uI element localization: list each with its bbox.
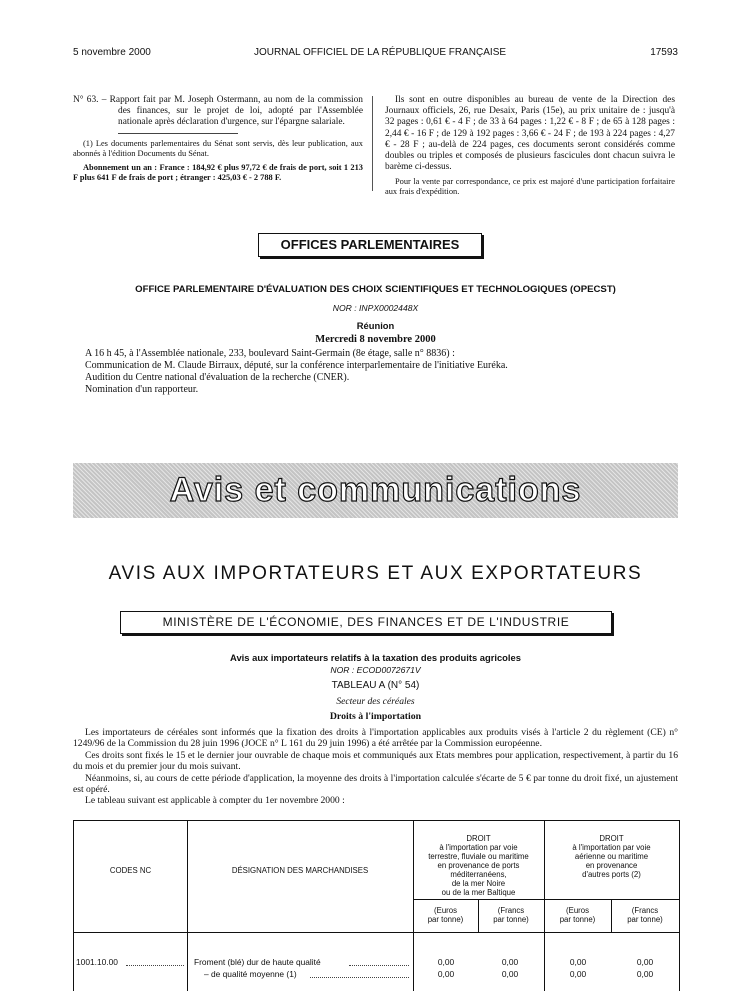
cell-value: 0,00 (501, 969, 519, 979)
opecst-nor: NOR : INPX0002448X (332, 303, 419, 313)
droits-heading: Droits à l'importation (329, 711, 422, 722)
table-header-rule (74, 932, 679, 933)
avis-paragraph: Néanmoins, si, au cours de cette période d'application, la moyenne des droits à l'importation calculée s'écarte de 5 € par tonne du droit fixé, un ajustement est opéré. (73, 772, 678, 796)
secteur-label: Secteur des céréales (336, 696, 415, 707)
avis-subtitle: Avis aux importateurs relatifs à la taxation des produits agricoles (230, 652, 521, 663)
avis-paragraph: Les importateurs de céréales sont informés que la fixation des droits à l'importation applicables aux produits visés à l'article 2 du règlement (CE) n° 1249/96 de la Commission du 28 juin 1996 (JOCE n° L 161 du 29 juin 1996) a été arrêtée par la Commission européenne. (73, 727, 678, 750)
import-duties-table (73, 820, 680, 991)
leader-dots (349, 965, 409, 966)
header-droit-autres-ports: DROIT à l'importation par voie aérienne ou maritime en provenance d'autres ports (2) (572, 834, 651, 879)
ministry-title: MINISTÈRE DE L'ÉCONOMIE, DES FINANCES ET DE L'INDUSTRIE (120, 611, 612, 634)
cell-value: 0,00 (569, 957, 587, 967)
table-unit-rule (413, 899, 679, 900)
opecst-title: OFFICE PARLEMENTAIRE D'ÉVALUATION DES CHOIX SCIENTIFIQUES ET TECHNOLOGIQUES (OPECST) (135, 284, 616, 295)
opecst-meeting-date: Mercredi 8 novembre 2000 (315, 334, 436, 345)
header-page-number: 17593 (650, 47, 678, 58)
header-designation: DÉSIGNATION DES MARCHANDISES (231, 866, 369, 875)
sales-info-shipping: Pour la vente par correspondance, ce prix est majoré d'une participation forfaitaire aux frais d'expédition. (385, 177, 675, 197)
header-droit-ports-mediterranee: DROIT à l'importation par voie terrestre, fluviale ou maritime en provenance de ports méditerranéens, de la mer Noire ou de la mer Baltique (428, 834, 529, 897)
leader-dots (310, 977, 409, 978)
cell-value: 0,00 (437, 957, 455, 967)
unit-euros-1: (Euros par tonne) (427, 906, 464, 924)
banner-title: Avis et communications (169, 471, 582, 509)
cell-designation: Froment (blé) dur de haute qualité (194, 957, 321, 967)
cell-value: 0,00 (501, 957, 519, 967)
cell-code: 1001.10.00 (76, 957, 118, 967)
unit-francs-1: (Francs par tonne) (493, 906, 529, 924)
header-codes-nc: CODES NC (109, 866, 152, 875)
avis-paragraph: Ces droits sont fixés le 15 et le dernier jour ouvrable de chaque mois et communiqués aux Etats membres pour application, respectivement, à partir du 16 du mois et du premier jour du mois suivant. (73, 749, 678, 773)
avis-nor: NOR : ECOD0072671V (330, 665, 421, 675)
header-journal-title: JOURNAL OFFICIEL DE LA RÉPUBLIQUE FRANÇAISE (253, 47, 507, 58)
opecst-agenda-line: Communication de M. Claude Birraux, député, sur la conférence interparlementaire de l'initiative Euréka. (85, 360, 508, 371)
avis-body (73, 727, 678, 807)
cell-value: 0,00 (437, 969, 455, 979)
tableau-title: TABLEAU A (N° 54) (331, 680, 420, 691)
footnote-rule (118, 133, 238, 134)
cell-value: 0,00 (636, 957, 654, 967)
avis-paragraph: Le tableau suivant est applicable à compter du 1er novembre 2000 : (85, 795, 345, 807)
senat-footnote-1: (1) Les documents parlementaires du Sénat sont servis, dès leur publication, aux abonnés à l'édition Documents du Sénat. (73, 138, 363, 158)
sales-info-prices: Ils sont en outre disponibles au bureau de vente de la Direction des Journaux officiels, 26, rue Desaix, Paris (15e), au prix unitaire de : jusqu'à 32 pages : 0,61 € - 4 F ; de 33 à 64 pages : 1,22 € - 8 F ; de 65 à 128 pages : 2,44 € - 16 F ; de 129 à 192 pages : 3,66 € - 24 F ; de 193 à 224 pages : 4,27 € - 28 F ; au-delà de 224 pages, ces documents seront considérés comme doubles ou triples et composés de plusieurs fascicules dont chacun suivra le barème ci-dessus. (385, 95, 675, 173)
avis-communications-banner (73, 463, 678, 518)
unit-euros-2: (Euros par tonne) (559, 906, 596, 924)
opecst-agenda-line: A 16 h 45, à l'Assemblée nationale, 233, boulevard Saint-Germain (8e étage, salle n° 8836) : (85, 348, 455, 359)
senat-report-column (73, 95, 363, 187)
avis-main-title: AVIS AUX IMPORTATEURS ET AUX EXPORTATEURS (108, 563, 643, 584)
column-divider (372, 96, 374, 191)
opecst-agenda-line: Audition du Centre national d'évaluation de la recherche (CNER). (85, 372, 350, 383)
opecst-meeting-label: Réunion (356, 320, 395, 331)
table-column-rule (187, 821, 188, 991)
opecst-agenda (85, 348, 685, 396)
cell-value: 0,00 (636, 969, 654, 979)
senat-report-text: N° 63. – Rapport fait par M. Joseph Ostermann, au nom de la commission des finances, sur le projet de loi, adopté par l'Assemblée nationale après déclaration d'urgence, sur l'épargne salariale. (73, 95, 363, 128)
leader-dots (126, 965, 184, 966)
sales-info-column (385, 95, 675, 201)
unit-francs-2: (Francs par tonne) (627, 906, 663, 924)
header-date: 5 novembre 2000 (73, 47, 151, 58)
opecst-agenda-line: Nomination d'un rapporteur. (85, 384, 199, 395)
cell-value: 0,00 (569, 969, 587, 979)
senat-footnote-2: Abonnement un an : France : 184,92 € plus 97,72 € de frais de port, soit 1 213 F plus 641 F de frais de port ; étranger : 425,03 € - 2 788 F. (73, 162, 363, 182)
offices-section-title: OFFICES PARLEMENTAIRES (258, 233, 482, 257)
cell-designation: – de qualité moyenne (1) (204, 969, 297, 979)
